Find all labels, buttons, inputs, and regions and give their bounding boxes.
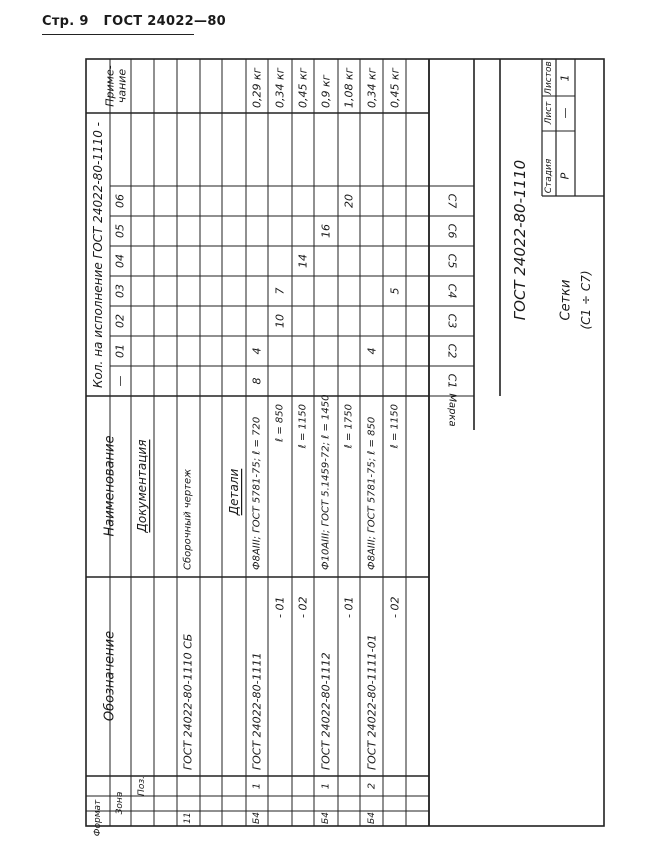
variant-header: 03 (113, 284, 127, 298)
variant-header: 05 (113, 224, 127, 238)
qty-cell: 4 (250, 347, 264, 355)
qty-cross (179, 252, 197, 270)
mark-value: С7 (445, 193, 459, 209)
qty-cross (179, 192, 197, 210)
mark-value: С5 (445, 253, 459, 269)
variant-header: 01 (113, 344, 127, 358)
cell-designation: ГОСТ 24022-80-1111 (250, 652, 264, 770)
qty-cell: 8 (250, 377, 264, 385)
qty-cross (179, 192, 197, 210)
mark-value: С6 (445, 223, 459, 239)
qty-cross (179, 282, 197, 300)
qty-cell: 4 (365, 347, 379, 355)
column-header-name: Наименование (102, 435, 118, 537)
cell-designation: ГОСТ 24022-80-1111-01 (365, 634, 379, 770)
cell-name: ℓ = 1750 (343, 404, 355, 449)
title-name-line1: Сетки (558, 279, 574, 321)
column-header-note-1: Приме- (103, 65, 117, 107)
cell-format: Б4 (252, 812, 262, 824)
qty-cell: 7 (273, 287, 287, 295)
column-header-designation: Обозначение (102, 630, 118, 722)
cell-pos: 1 (251, 782, 263, 790)
column-header-zone: Зона (115, 791, 125, 815)
qty-cell: 10 (273, 314, 287, 328)
cell-name: Ф10АIII; ГОСТ 5.1459-72; ℓ = 1450 (320, 394, 332, 570)
variant-header: — (113, 375, 127, 387)
marks-label: Марка (446, 393, 458, 427)
qty-cross (179, 222, 197, 240)
qty-cross (179, 282, 197, 300)
cell-format: Б4 (367, 812, 377, 824)
cell-designation: - 02 (388, 596, 402, 618)
cell-name: Ф8АIII; ГОСТ 5781-75; ℓ = 850 (366, 416, 378, 570)
qty-cell: 5 (388, 287, 402, 295)
mark-value: С3 (445, 313, 459, 329)
column-header-format: Формат (93, 799, 103, 837)
stage-value: Р (558, 172, 572, 180)
cell-note: 0,29 кг (250, 67, 264, 108)
title-name-line2: (С1 ÷ С7) (579, 270, 593, 330)
cell-note: 0,45 кг (388, 67, 402, 108)
cell-designation: - 02 (296, 596, 310, 618)
cell-name: ℓ = 1150 (389, 404, 401, 449)
mark-value: С2 (445, 343, 459, 359)
variant-header: 02 (113, 314, 127, 328)
cell-pos: 1 (320, 782, 332, 790)
qty-cross (179, 312, 197, 330)
qty-cross (179, 372, 197, 390)
mark-value: С1 (445, 373, 459, 389)
title-block (511, 61, 593, 329)
sheet-value: — (558, 107, 572, 119)
title-doc-number: ГОСТ 24022-80-1110 (511, 159, 529, 321)
qty-cross (179, 342, 197, 360)
qty-cross (179, 372, 197, 390)
qty-cross (179, 342, 197, 360)
cell-note: 0,34 кг (273, 67, 287, 108)
cell-name: Сборочный чертеж (182, 468, 194, 570)
cell-note: 1,08 кг (342, 67, 356, 108)
cell-name: Документация (135, 439, 149, 533)
sheet-label: Лист (544, 101, 554, 125)
cell-designation: - 01 (273, 596, 287, 618)
cell-note: 0,45 кг (296, 67, 310, 108)
cell-name: ℓ = 850 (274, 404, 286, 442)
qty-cell: 20 (342, 194, 356, 208)
mark-value: С4 (445, 283, 459, 299)
cell-note: 0,9 кг (319, 74, 333, 108)
sheets-label: Листов (544, 61, 554, 95)
cell-name: Ф8АIII; ГОСТ 5781-75; ℓ = 720 (251, 416, 263, 570)
cell-name: ℓ = 1150 (297, 404, 309, 449)
variant-header: 06 (113, 194, 127, 208)
column-header-pos: Поз. (137, 776, 147, 796)
qty-cross (179, 252, 197, 270)
column-header-note-2: чание (115, 68, 129, 104)
cell-format: Б4 (321, 812, 331, 824)
sheets-value: 1 (558, 74, 572, 82)
qty-cell: 14 (296, 254, 310, 268)
table-text (91, 65, 459, 836)
cell-name: Детали (227, 468, 241, 516)
cell-designation: ГОСТ 24022-80-1112 (319, 652, 333, 770)
qty-cross (179, 312, 197, 330)
qty-cross (179, 222, 197, 240)
page-number: Стр. 9 (42, 14, 89, 29)
column-header-qty: Кол. на исполнение ГОСТ 24022-80-1110 - (91, 122, 105, 388)
standard-number: ГОСТ 24022—80 (103, 14, 227, 29)
stage-label: Стадия (544, 158, 554, 194)
cell-format: 11 (183, 812, 193, 824)
variant-header: 04 (113, 254, 127, 268)
cell-designation: ГОСТ 24022-80-1110 СБ (181, 633, 195, 770)
cell-note: 0,34 кг (365, 67, 379, 108)
qty-cell: 16 (319, 224, 333, 238)
cell-designation: - 01 (342, 596, 356, 618)
cell-pos: 2 (366, 782, 378, 790)
